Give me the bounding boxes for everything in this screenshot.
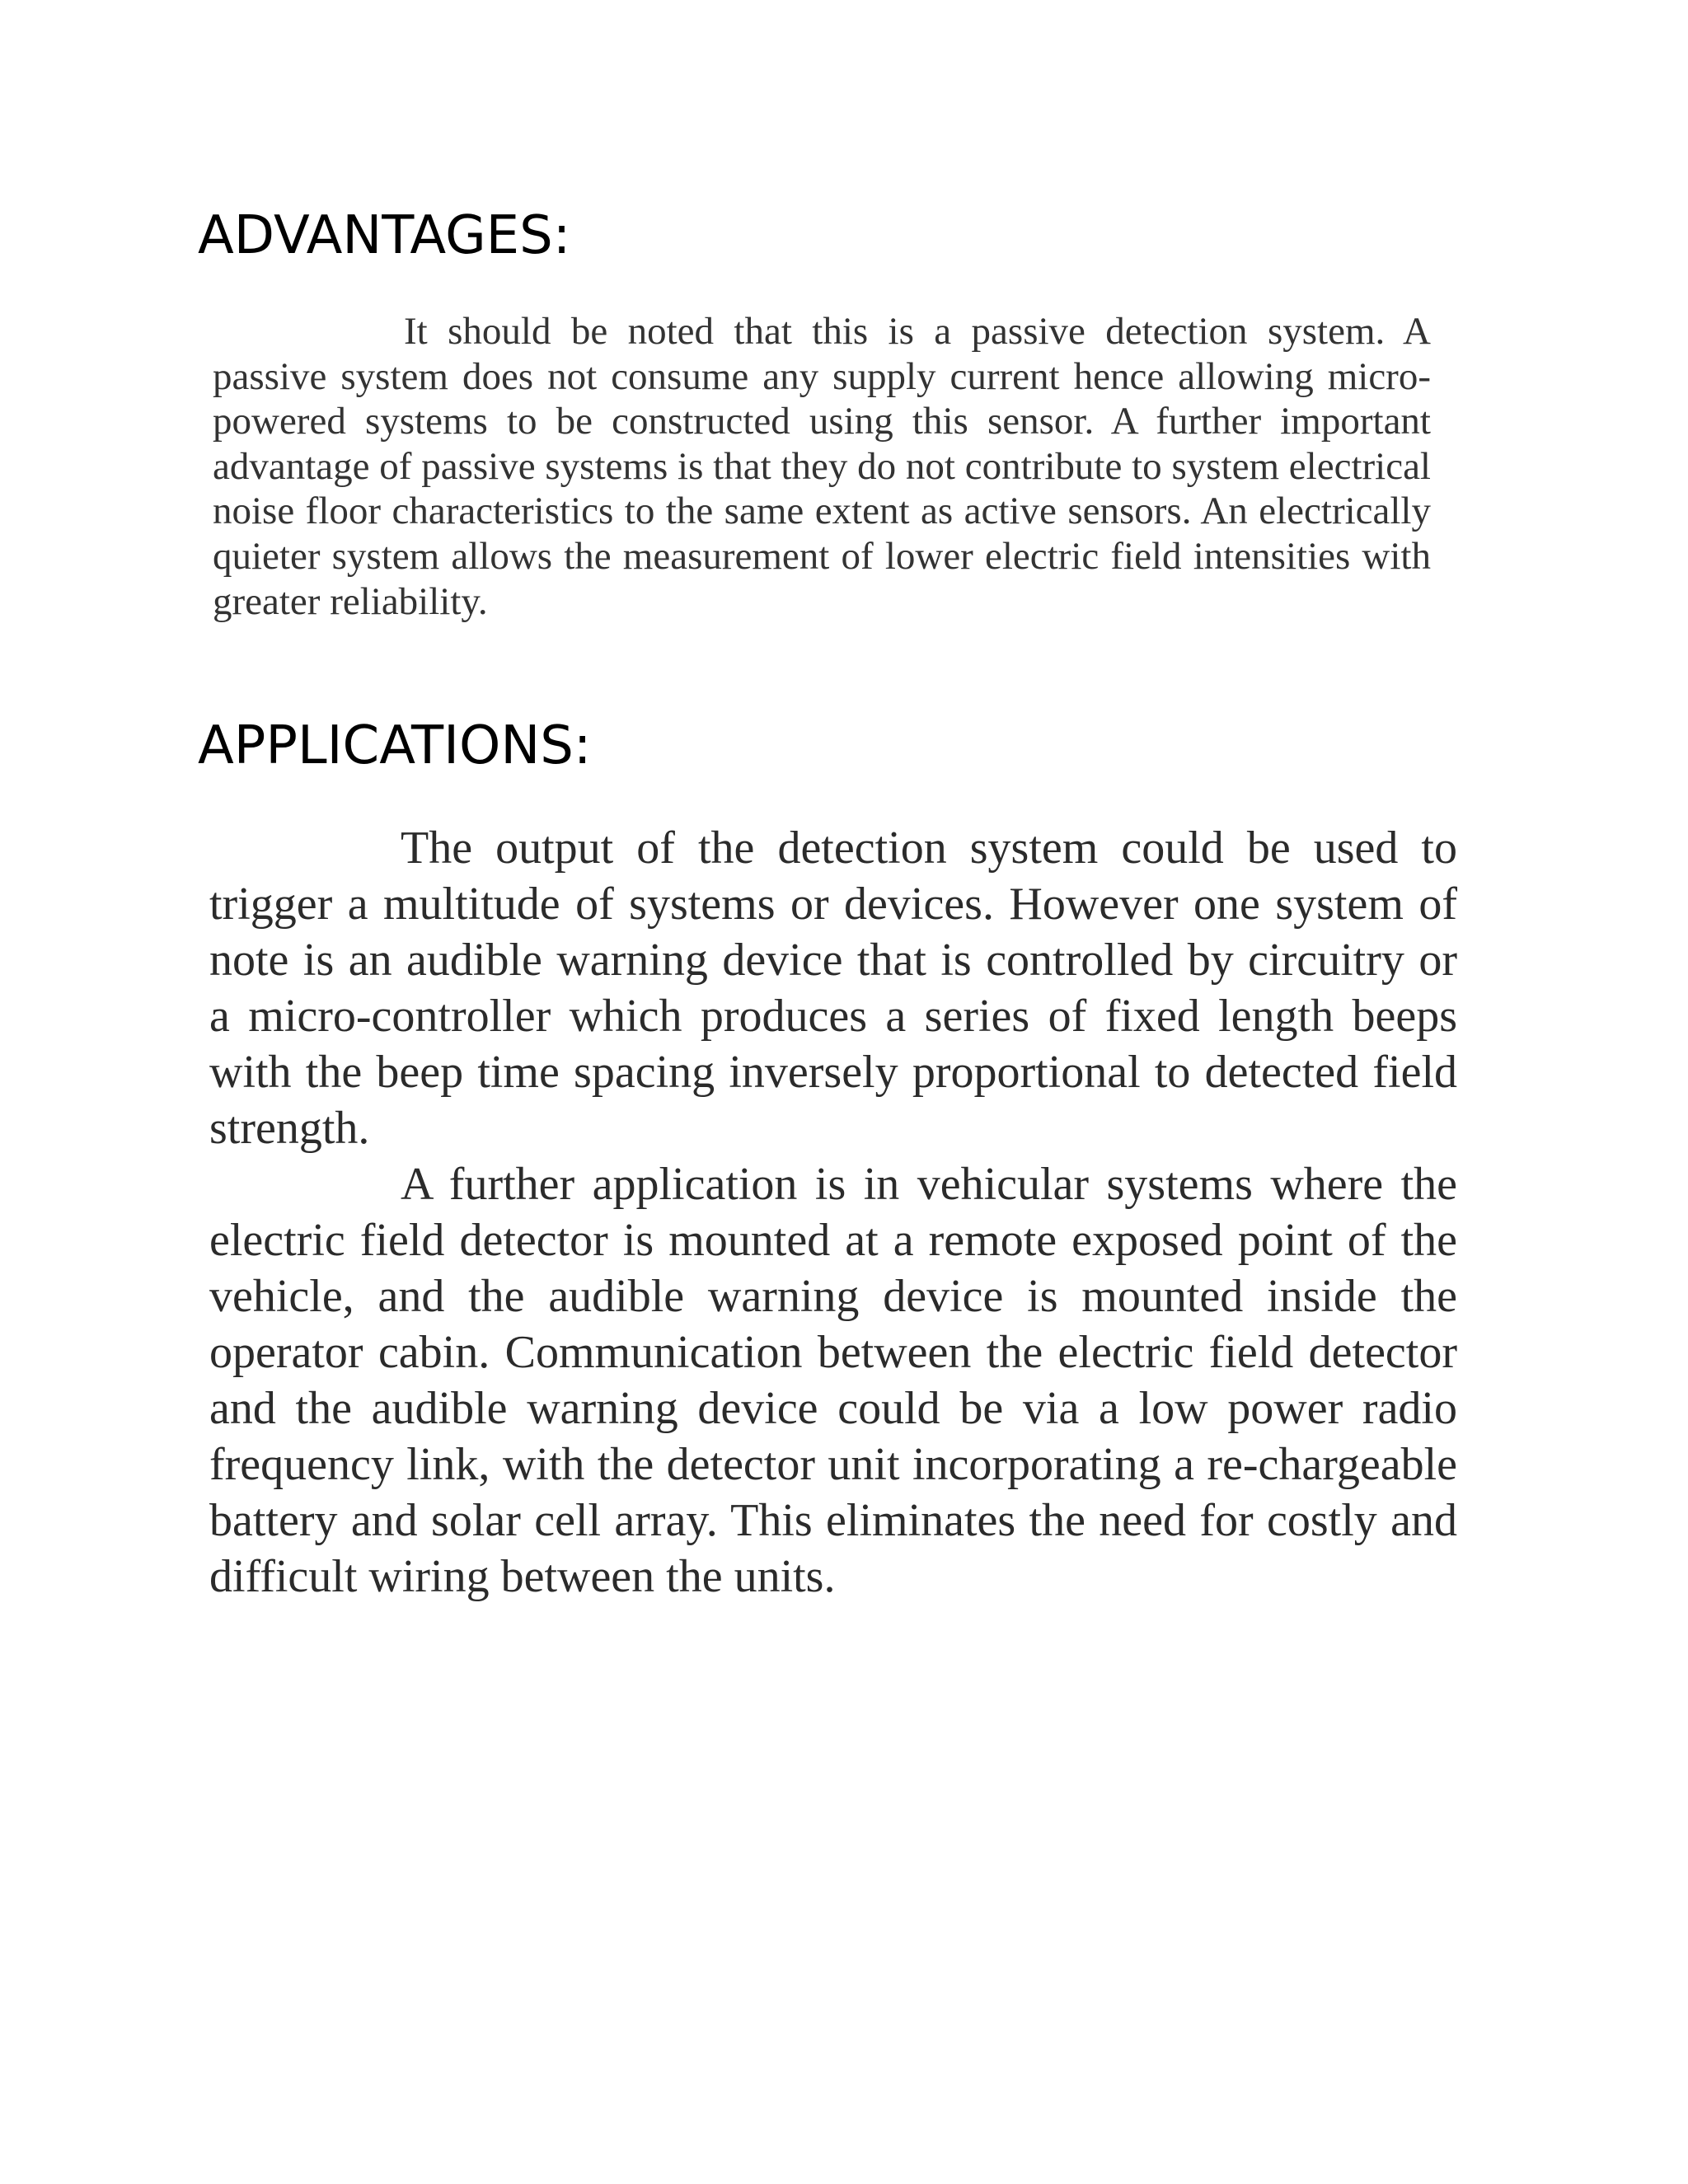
applications-heading: APPLICATIONS: [198,715,592,776]
advantages-scanned-text [213,309,1431,624]
advantages-paragraph: It should be noted that this is a passive detection system. A passive system does not consume any supply current hence allowing micro-powered systems to be constructed using this sensor. A further important advantage of passive systems is that they do not contribute to system electrical noise floor characteristics to the same extent as active sensors. An electrically quieter system allows the measurement of lower electric field intensities with greater reliability. [213,310,1431,623]
applications-scanned-text [209,820,1457,1605]
applications-paragraph-2: A further application is in vehicular systems where the electric field detector is mounted at a remote exposed point of the vehicle, and the audible warning device is mounted inside the operator cabin. Communication between the electric field detector and the audible warning device could be via a low power radio frequency link, with the detector unit incorporating a re-chargeable battery and solar cell array. This eliminates the need for costly and difficult wiring between the units. [209,1159,1457,1602]
advantages-heading: ADVANTAGES: [198,205,571,266]
applications-paragraph-1: The output of the detection system could be used to trigger a multitude of systems or devices. However one system of note is an audible warning device that is controlled by circuitry or a micro-controller which produces a series of fixed length beeps with the beep time spacing inversely proportional to detected field strength. [209,823,1457,1154]
